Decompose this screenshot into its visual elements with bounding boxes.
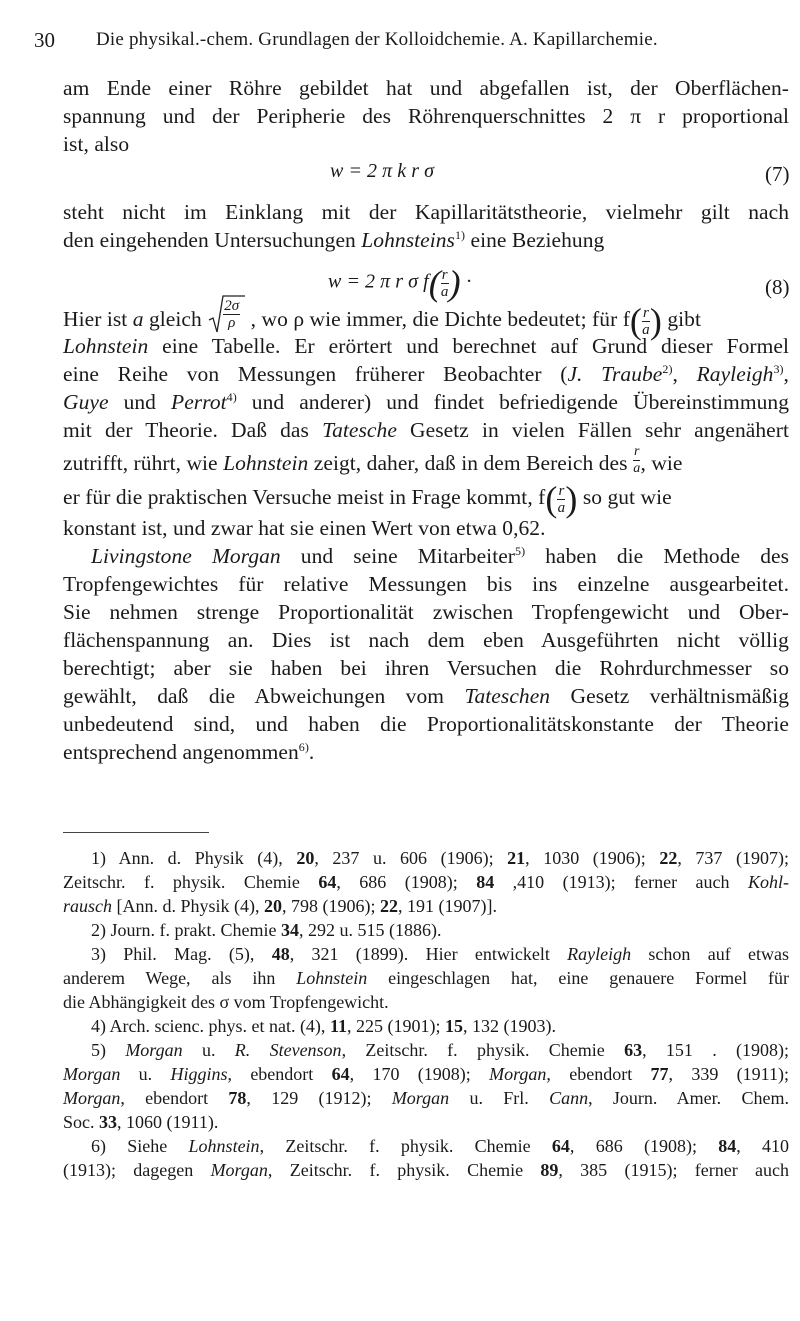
text-line: eine Reihe von Messungen früherer Beobachter (J. Traube$^{2)}$, Rayleigh$^{3)}$, [63, 362, 789, 386]
text-line: ist, also [63, 132, 130, 156]
text-line: mit der Theorie. Daß das Tatesche Gesetz in vielen Fällen sehr angenähert [63, 418, 789, 442]
text-line: unbedeutend sind, und haben die Proportionalitätskonstante der Theorie [63, 712, 789, 736]
text-line: Sie nehmen strenge Proportionalität zwischen Tropfengewicht und Ober- [63, 600, 789, 624]
footnote-line: Morgan, ebendort 78, 129 (1912); Morgan u. Frl. Cann, Journ. Amer. Chem. [63, 1088, 789, 1108]
text-line: gewählt, daß die Abweichungen vom Tateschen Gesetz verhältnismäßig [63, 684, 789, 708]
text-line: Lohnstein eine Tabelle. Er erörtert und berechnet auf Grund dieser Formel [63, 334, 789, 358]
footnote-line: (1913); dagegen Morgan, Zeitschr. f. physik. Chemie 89, 385 (1915); ferner auch [63, 1160, 789, 1180]
text-line: Guye und Perrot$^{4)}$ und anderer) und findet befriedigende Übereinstimmung [63, 390, 789, 414]
footnote-5: 5) Morgan u. R. Stevenson, Zeitschr. f. physik. Chemie 63, 151 . (1908); [91, 1040, 790, 1060]
footnote-divider [63, 832, 209, 833]
footnote-1: 1) Ann. d. Physik (4), 20, 237 u. 606 (1906); 21, 1030 (1906); 22, 737 (1907); [91, 848, 789, 868]
equation-7: w = 2 π k r σ [330, 160, 435, 182]
footnote-line: anderem Wege, als ihn Lohnstein eingeschlagen hat, eine genauere Formel für [63, 968, 789, 988]
text-line: flächenspannung an. Dies ist nach dem eben Ausgeführten nicht völlig [63, 628, 789, 652]
equation-8: w = 2 π r σ f( $\frac{r}{a}$ ) · [328, 263, 473, 303]
text-line-frac: zutrifft, rührt, wie Lohnstein zeigt, daher, daß in dem Bereich des $\frac{r}{a}$ , wie [63, 444, 683, 476]
sqrt-expression: $\frac{2\sigma}{\rho}$ [207, 304, 245, 334]
footnote-line: Morgan u. Higgins, ebendort 64, 170 (1908); Morgan, ebendort 77, 339 (1911); [63, 1064, 790, 1084]
equation-number-8: (8) [765, 275, 790, 299]
footnote-6: 6) Siehe Lohnstein, Zeitschr. f. physik. Chemie 64, 686 (1908); 84, 410 [91, 1136, 790, 1156]
text-line-sqrt: Hier ist a gleich $\frac{2\sigma}{\rho}$ , wo ρ wie immer, die Dichte bedeutet; für f( $\frac{r}{a}$ ) gibt [63, 297, 701, 341]
text-line-frac: er für die praktischen Versuche meist in Frage kommt, f( $\frac{r}{a}$ ) so gut wie [63, 479, 672, 519]
page-number: 30 [34, 28, 55, 52]
text-line: Livingstone Morgan und seine Mitarbeiter$^{5)}$ haben die Methode des [91, 544, 789, 568]
text-line: steht nicht im Einklang mit der Kapillaritätstheorie, vielmehr gilt nach [63, 200, 789, 224]
equation-number-7: (7) [765, 162, 790, 186]
footnote-line: die Abhängigkeit des σ vom Tropfengewicht. [63, 992, 389, 1012]
footnote-line: Zeitschr. f. physik. Chemie 64, 686 (1908); 84 ,410 (1913); ferner auch Kohl- [63, 872, 789, 892]
footnote-3: 3) Phil. Mag. (5), 48, 321 (1899). Hier entwickelt Rayleigh schon auf etwas [91, 944, 789, 964]
text-line: berechtigt; aber sie haben bei ihren Versuchen die Rohrdurchmesser so [63, 656, 789, 680]
text-line: Tropfengewichtes für relative Messungen bis ins einzelne ausgearbeitet. [63, 572, 789, 596]
text-line: entsprechend angenommen$^{6)}$. [63, 740, 315, 764]
running-header [34, 28, 774, 54]
text-line: spannung und der Peripherie des Röhrenquerschnittes 2 π r proportional [63, 104, 789, 128]
footnote-line: rausch [Ann. d. Physik (4), 20, 798 (1906); 22, 191 (1907)]. [63, 896, 497, 916]
running-title: Die physikal.-chem. Grundlagen der Kolloidchemie. A. Kapillarchemie. [96, 29, 658, 50]
text-line: am Ende einer Röhre gebildet hat und abgefallen ist, der Oberflächen- [63, 76, 789, 100]
footnote-line: Soc. 33, 1060 (1911). [63, 1112, 219, 1132]
footnote-2: 2) Journ. f. prakt. Chemie 34, 292 u. 515 (1886). [91, 920, 442, 940]
text-line: den eingehenden Untersuchungen Lohnsteins$^{1)}$ eine Beziehung [63, 228, 605, 252]
footnote-4: 4) Arch. scienc. phys. et nat. (4), 11, 225 (1901); 15, 132 (1903). [91, 1016, 556, 1036]
text-line: konstant ist, und zwar hat sie einen Wert von etwa 0,62. [63, 516, 546, 540]
